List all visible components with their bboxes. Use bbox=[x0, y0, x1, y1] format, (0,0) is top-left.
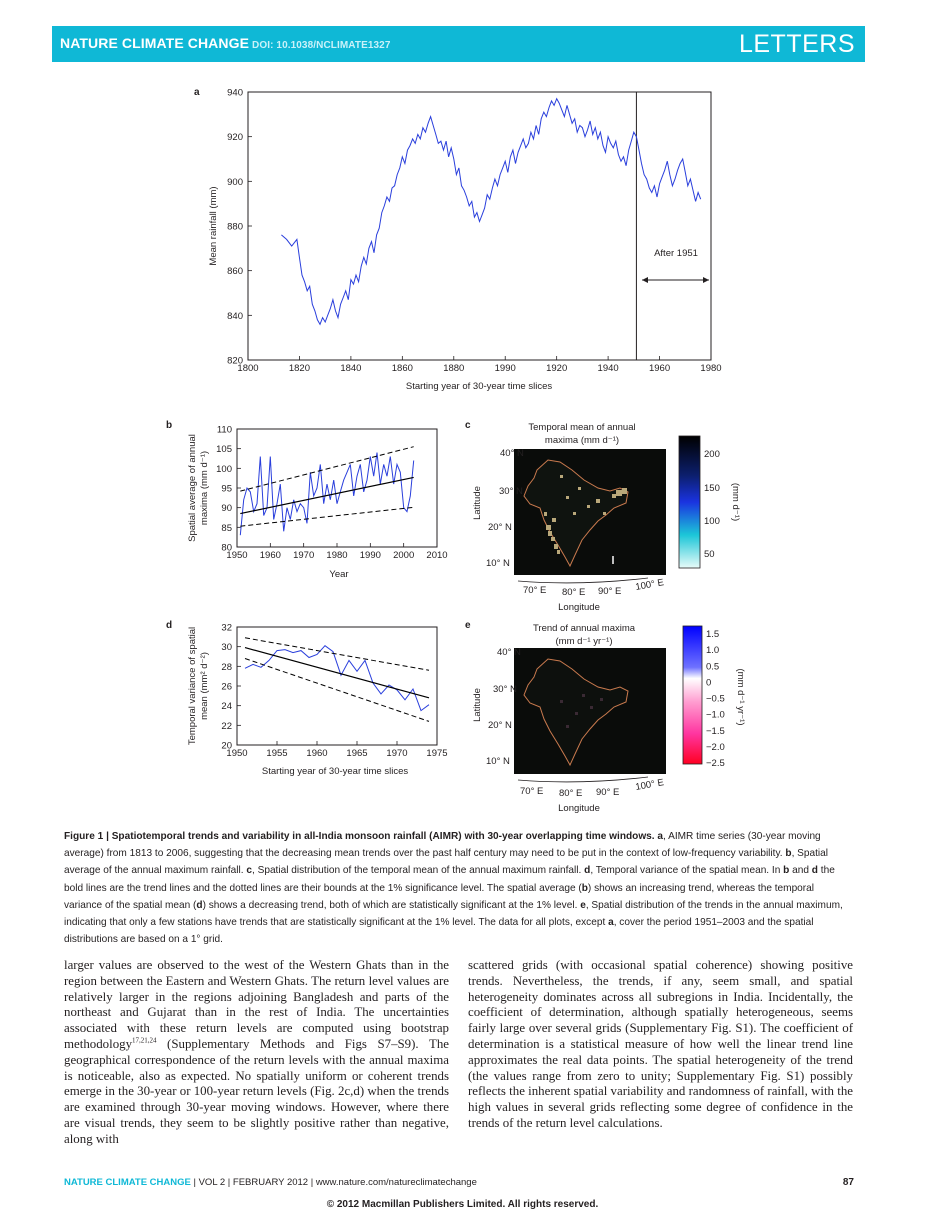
panel-a-ytick-label: 860 bbox=[227, 266, 243, 278]
panel-d-xtick-label: 1975 bbox=[426, 748, 448, 759]
panel-b-xtick-label: 1980 bbox=[326, 550, 348, 561]
panel-d-xtick-label: 1955 bbox=[266, 748, 288, 759]
panel-a-xtick-label: 1960 bbox=[648, 363, 671, 374]
x-axis-label-a: Starting year of 30-year time slices bbox=[405, 381, 553, 392]
panel-d-ytick-label: 24 bbox=[221, 701, 232, 713]
panel-d-xtick-label: 1960 bbox=[306, 748, 328, 759]
panel-d-ytick-label: 28 bbox=[221, 661, 232, 673]
panel-b bbox=[166, 420, 448, 580]
panel-a-xtick-label: 1840 bbox=[340, 363, 362, 374]
panel-a-xtick-label: 1880 bbox=[443, 363, 465, 374]
map-c bbox=[472, 448, 666, 613]
panel-d-ytick-label: 30 bbox=[221, 642, 232, 654]
panel-d bbox=[166, 620, 448, 777]
map-title-e-line1: Trend of annual maxima bbox=[532, 623, 636, 634]
colorbar-tick-e: −1.0 bbox=[706, 709, 725, 721]
panel-d-xtick-label: 1965 bbox=[346, 748, 368, 759]
panel-b-xtick-label: 2010 bbox=[426, 550, 448, 561]
page-footer bbox=[64, 1177, 854, 1188]
colorbar-tick-e: 1.0 bbox=[706, 645, 720, 657]
colorbar-unit-c: (mm d⁻¹) bbox=[730, 482, 741, 522]
caption-title: Figure 1 | Spatiotemporal trends and variability in all-India monsoon rainfall (AIMR) with 30-year overlapping time windows. bbox=[64, 831, 655, 842]
lon-tick-e-70: 70° E bbox=[520, 786, 544, 797]
panel-a-ytick-label: 920 bbox=[227, 132, 243, 144]
colorbar-tick-e: −1.5 bbox=[706, 725, 725, 737]
panel-a-xtick-label: 1940 bbox=[597, 363, 619, 374]
after-1951-arrow bbox=[642, 277, 709, 283]
panel-a-xtick-label: 1860 bbox=[391, 363, 413, 374]
panel-a-xtick-label: 1990 bbox=[494, 363, 516, 374]
y-axis-label-b-line2: maxima (mm d⁻¹) bbox=[199, 450, 210, 526]
caption-ref-a: a bbox=[657, 831, 664, 842]
panel-b-xtick-label: 1950 bbox=[226, 550, 248, 561]
panel-label-b: b bbox=[166, 420, 173, 431]
panel-label-d: d bbox=[166, 620, 173, 631]
caption-text-9: , cover the period 1951–2003 and the spatial distributions are based on a 1° grid. bbox=[64, 917, 814, 946]
caption-text-7: ) shows a decreasing trend, both of which are statistically significant at the 1% level. bbox=[202, 899, 578, 911]
caption-ref-e: e bbox=[580, 899, 586, 911]
caption-ref-b2: b bbox=[783, 865, 790, 877]
panel-d-xtick-label: 1970 bbox=[386, 748, 408, 759]
panel-label-a: a bbox=[194, 87, 200, 98]
colorbar-tick-e: −2.5 bbox=[706, 758, 725, 769]
x-axis-label-b: Year bbox=[329, 569, 349, 580]
lon-tick-c-80: 80° E bbox=[562, 587, 586, 598]
doi: DOI: 10.1038/NCLIMATE1327 bbox=[252, 40, 391, 51]
lat-tick-e-20: 20° N bbox=[488, 720, 512, 731]
lon-tick-e-80: 80° E bbox=[559, 788, 583, 799]
caption-text-8: , Spatial distribution of the trends in the annual maximum, indicating that only a few stations have trends that are statistically significant at the 1% level. The data for all plots, except bbox=[64, 899, 843, 929]
y-axis-label-d-line1: Temporal variance of spatial bbox=[187, 626, 198, 746]
panel-b-xtick-label: 1990 bbox=[359, 550, 381, 561]
panel-d-ytick-label: 26 bbox=[221, 681, 232, 693]
panel-c bbox=[465, 420, 741, 613]
footer-journal: NATURE CLIMATE CHANGE bbox=[64, 1177, 191, 1188]
lat-tick-c-10: 10° N bbox=[486, 558, 510, 569]
panel-a-ytick-label: 880 bbox=[227, 221, 243, 233]
lat-tick-e-40: 40° N bbox=[497, 647, 521, 658]
caption-ref-a2: a bbox=[608, 917, 614, 929]
panel-d-ytick-label: 22 bbox=[221, 720, 232, 732]
caption-text-1: , AIMR time series (30-year moving average) from 1813 to 2006, suggesting that the decreasing mean trends over the past half century may need to be put in the context of low-frequency variability. bbox=[64, 831, 821, 860]
body-column-right: scattered grids (with occasional spatial coherence) showing positive trends. Nevertheless, the trends, if any, seem small, and spatial heterogeneity dominates across all subregions in India. Incidentally, the coefficient of determination, although spatially heterogeneous, seems fairly large over several grids (Supplementary Fig. S1). The coefficient of determination is a statistical measure of how well the linear trend line approximates the real data points. The spatial heterogeneity of the trend (the values range from zero to unity; Supplementary Fig. S1) possibly reflects the inherent spatial variability and randomness of rainfall, with the high values in several grids reflecting some degree of confidence in the trends of the return level calculations. bbox=[468, 958, 853, 1130]
map-lon-axis-e bbox=[518, 777, 648, 782]
y-axis-label-d-line2: mean (mm² d⁻²) bbox=[199, 652, 210, 720]
panel-d-xtick-label: 1950 bbox=[226, 748, 248, 759]
colorbar-tick-c-100: 100 bbox=[704, 516, 720, 527]
lon-tick-c-100: 100° E bbox=[634, 577, 665, 593]
caption-ref-c: c bbox=[246, 865, 252, 877]
panel-a-xtick-label: 1920 bbox=[546, 363, 568, 374]
colorbar-ticks-e bbox=[706, 629, 725, 769]
lon-tick-e-100: 100° E bbox=[634, 777, 665, 793]
body-left-text-2: (Supplementary Methods and Figs S7–S9). The geographical correspondence of the return levels with the annual maxima is noticeable, also as expected. No spatially uniform or coherent trends emerge in the 30-year or 100-year return levels (Fig. 2c,d) when the trends are examined through 30-year moving windows. However, where there are visual trends, they seem to be slightly positive rather than negative, along with bbox=[64, 1036, 449, 1146]
journal-name: NATURE CLIMATE CHANGE bbox=[60, 35, 250, 51]
series-group-d bbox=[245, 638, 429, 722]
panel-b-ytick-label: 90 bbox=[221, 503, 232, 515]
caption-and: and bbox=[792, 865, 809, 877]
panel-a-xtick-label: 1820 bbox=[288, 363, 311, 374]
lon-tick-c-70: 70° E bbox=[523, 585, 547, 596]
caption-ref-b3: b bbox=[581, 882, 588, 894]
colorbar-tick-e: 0.5 bbox=[706, 661, 720, 673]
section-label: LETTERS bbox=[738, 30, 855, 58]
axes-frame-b bbox=[237, 429, 437, 547]
map-title-c-line2: maxima (mm d⁻¹) bbox=[544, 435, 620, 446]
copyright-notice: © 2012 Macmillan Publishers Limited. All rights reserved. bbox=[326, 1199, 599, 1210]
panel-b-ytick-label: 95 bbox=[221, 483, 232, 495]
panel-b-ytick-label: 100 bbox=[216, 463, 232, 475]
series-group-b bbox=[240, 447, 413, 536]
panel-b-ytick-label: 80 bbox=[221, 542, 232, 554]
caption-text-6: ) shows an increasing trend, whereas the temporal variance of the spatial mean ( bbox=[64, 882, 815, 911]
map-e bbox=[472, 647, 666, 814]
colorbar-tick-e: 0 bbox=[706, 677, 712, 689]
panel-label-c: c bbox=[465, 420, 471, 431]
panel-a-ytick-label: 840 bbox=[227, 310, 243, 322]
caption-ref-d2: d bbox=[811, 865, 818, 877]
figure-caption bbox=[64, 828, 854, 948]
bound-line-d-2 bbox=[245, 638, 429, 671]
islands-c bbox=[612, 556, 614, 564]
panel-b-xtick-label: 1960 bbox=[259, 550, 281, 561]
x-axis-label-e: Longitude bbox=[558, 803, 600, 814]
lat-tick-c-30: 30° N bbox=[499, 486, 523, 497]
body-left-text-1: larger values are observed to the west of the Western Ghats than in the region between the Eastern and Western Ghats. The return level values are relatively larger in the regions adjoining Bangladesh and parts of the northeast and Gujarat than in the rest of India. The uncertainties associated with these return levels are computed using bootstrap methodology bbox=[64, 958, 449, 1051]
y-axis-label-b-line1: Spatial average of annual bbox=[187, 434, 198, 542]
panel-b-ytick-label: 105 bbox=[216, 444, 232, 456]
colorbar-unit-e: (mm d⁻¹ yr⁻¹) bbox=[735, 668, 746, 726]
map-title-c-line1: Temporal mean of annual bbox=[528, 422, 636, 433]
lon-tick-e-90: 90° E bbox=[596, 787, 620, 798]
colorbar-tick-c-50: 50 bbox=[704, 549, 715, 560]
y-axis-label-a: Mean rainfall (mm) bbox=[208, 186, 219, 266]
colorbar-c bbox=[679, 436, 741, 568]
panel-d-ytick-label: 20 bbox=[221, 740, 232, 752]
map-lon-axis-c bbox=[518, 578, 648, 583]
x-axis-label-d: Starting year of 30-year time slices bbox=[261, 766, 409, 777]
lat-tick-c-20: 20° N bbox=[488, 522, 512, 533]
colorbar-gradient-c bbox=[679, 436, 700, 568]
panel-a-ytick-label: 940 bbox=[227, 87, 243, 99]
y-axis-label-e: Latitude bbox=[472, 688, 483, 722]
caption-text-4: , Temporal variance of the spatial mean. In bbox=[590, 865, 781, 877]
panel-label-e: e bbox=[465, 620, 471, 631]
colorbar-tick-c-150: 150 bbox=[704, 483, 720, 494]
body-column-left bbox=[64, 958, 449, 1148]
page-number: 87 bbox=[842, 1177, 854, 1188]
citation-superscript: 17,21,24 bbox=[132, 1036, 157, 1045]
panel-e bbox=[465, 620, 746, 814]
trend-line-b bbox=[240, 477, 413, 513]
axes-frame-d bbox=[237, 627, 437, 745]
caption-text-3: , Spatial distribution of the temporal mean of the annual maximum rainfall. bbox=[251, 865, 582, 877]
caption-ref-b: b bbox=[785, 848, 792, 860]
lat-tick-e-10: 10° N bbox=[486, 756, 510, 767]
map-title-e-line2: (mm d⁻¹ yr⁻¹) bbox=[555, 636, 613, 647]
lat-tick-c-40: 40° N bbox=[500, 448, 524, 459]
axis-ticks-a bbox=[227, 88, 721, 375]
panel-a-ytick-label: 820 bbox=[227, 355, 243, 367]
panel-b-xtick-label: 2000 bbox=[393, 550, 415, 561]
panel-d-ytick-label: 32 bbox=[221, 622, 232, 634]
panel-b-xtick-label: 1970 bbox=[293, 550, 315, 561]
caption-text-5: the bold lines are the trend lines and the dotted lines are their bounds at the 1% significance level. The spatial average ( bbox=[64, 865, 835, 894]
colorbar-tick-e: −0.5 bbox=[706, 693, 725, 705]
panel-a-ytick-label: 900 bbox=[227, 176, 243, 188]
panel-a bbox=[194, 87, 722, 392]
panel-b-ytick-label: 85 bbox=[221, 522, 232, 534]
annotation-after-1951: After 1951 bbox=[654, 248, 698, 259]
y-axis-label-c: Latitude bbox=[472, 486, 483, 520]
colorbar-gradient-e bbox=[683, 626, 702, 764]
series-line-b bbox=[240, 453, 413, 536]
series-line-a bbox=[281, 99, 700, 325]
caption-ref-d: d bbox=[584, 865, 591, 877]
lat-tick-e-30: 30° N bbox=[493, 684, 517, 695]
lon-tick-c-90: 90° E bbox=[598, 586, 622, 597]
colorbar-tick-e: −2.0 bbox=[706, 741, 725, 753]
colorbar-tick-c-200: 200 bbox=[704, 449, 720, 460]
panel-b-ytick-label: 110 bbox=[216, 424, 232, 436]
caption-ref-d3: d bbox=[196, 899, 203, 911]
panel-a-xtick-label: 1980 bbox=[700, 363, 722, 374]
colorbar-tick-e: 1.5 bbox=[706, 629, 720, 640]
colorbar-e bbox=[683, 626, 746, 769]
caption-text-2: , Spatial average of the annual maximum rainfall. bbox=[64, 848, 829, 877]
x-axis-label-c: Longitude bbox=[558, 602, 600, 613]
footer-info: | VOL 2 | FEBRUARY 2012 | www.nature.com/natureclimatechange bbox=[190, 1177, 477, 1188]
panel-a-xtick-label: 1800 bbox=[237, 363, 259, 374]
